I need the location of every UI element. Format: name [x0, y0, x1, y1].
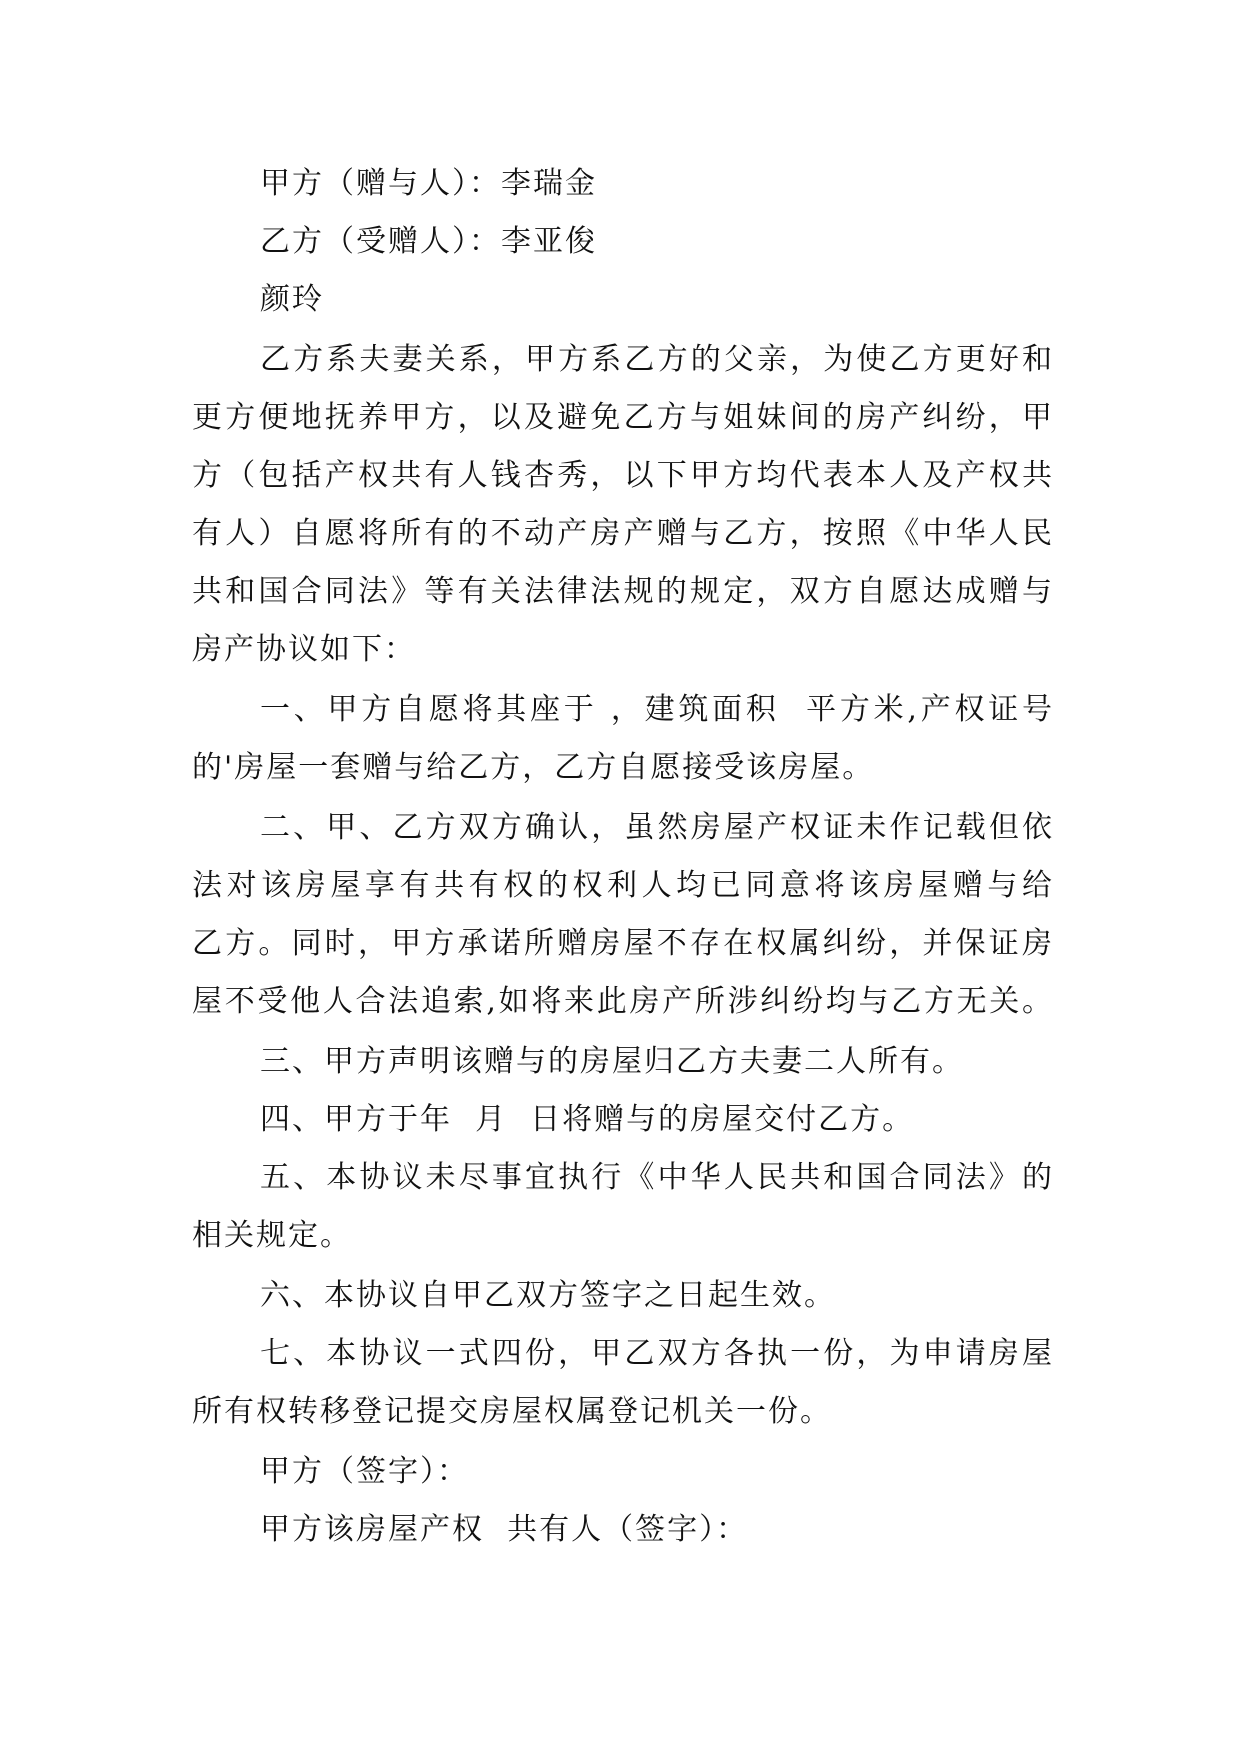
preamble-line: 乙方系夫妻关系，甲方系乙方的父亲，为使乙方更好和 [260, 342, 1054, 377]
preamble-line: 共和国合同法》等有关法律法规的规定，双方自愿达成赠与 [192, 574, 1054, 609]
clause-line: 二、甲、乙方双方确认，虽然房屋产权证未作记载但依 [260, 810, 1054, 845]
clause-line: 所有权转移登记提交房屋权属登记机关一份。 [192, 1394, 832, 1429]
clause-line: 屋不受他人合法追索,如将来此房产所涉纠纷均与乙方无关。 [192, 984, 1054, 1019]
clause-line: 七、本协议一式四份，甲乙双方各执一份，为申请房屋 [260, 1336, 1054, 1371]
donee-line: 乙方（受赠人）：李亚俊 [260, 224, 597, 259]
clause-line: 的'房屋一套赠与给乙方，乙方自愿接受该房屋。 [192, 750, 875, 785]
clause-line: 法对该房屋享有共有权的权利人均已同意将该房屋赠与给 [192, 868, 1054, 903]
co-owner-signature-line: 甲方该房屋产权 共有人（签字）： [260, 1512, 749, 1547]
donor-line: 甲方（赠与人）：李瑞金 [260, 166, 597, 201]
clause-line: 乙方。同时，甲方承诺所赠房屋不存在权属纠纷，并保证房 [192, 926, 1054, 961]
donor-signature-line: 甲方（签字）： [260, 1454, 469, 1489]
preamble-line: 房产协议如下： [192, 632, 416, 667]
clause-line: 五、本协议未尽事宜执行《中华人民共和国合同法》的 [260, 1160, 1054, 1195]
preamble-line: 更方便地抚养甲方，以及避免乙方与姐妹间的房产纠纷，甲 [192, 400, 1054, 435]
donee-2-line: 颜玲 [260, 282, 324, 317]
clause-line: 相关规定。 [192, 1218, 352, 1253]
clause-line: 四、甲方于年 月 日将赠与的房屋交付乙方。 [260, 1102, 915, 1137]
clause-line: 六、本协议自甲乙双方签字之日起生效。 [260, 1278, 836, 1313]
clause-line: 一、甲方自愿将其座于 ，建筑面积 平方米,产权证号 [260, 692, 1054, 727]
clause-line: 三、甲方声明该赠与的房屋归乙方夫妻二人所有。 [260, 1044, 964, 1079]
preamble-line: 方（包括产权共有人钱杏秀，以下甲方均代表本人及产权共 [192, 458, 1054, 493]
preamble-line: 有人）自愿将所有的不动产房产赠与乙方，按照《中华人民 [192, 516, 1054, 551]
